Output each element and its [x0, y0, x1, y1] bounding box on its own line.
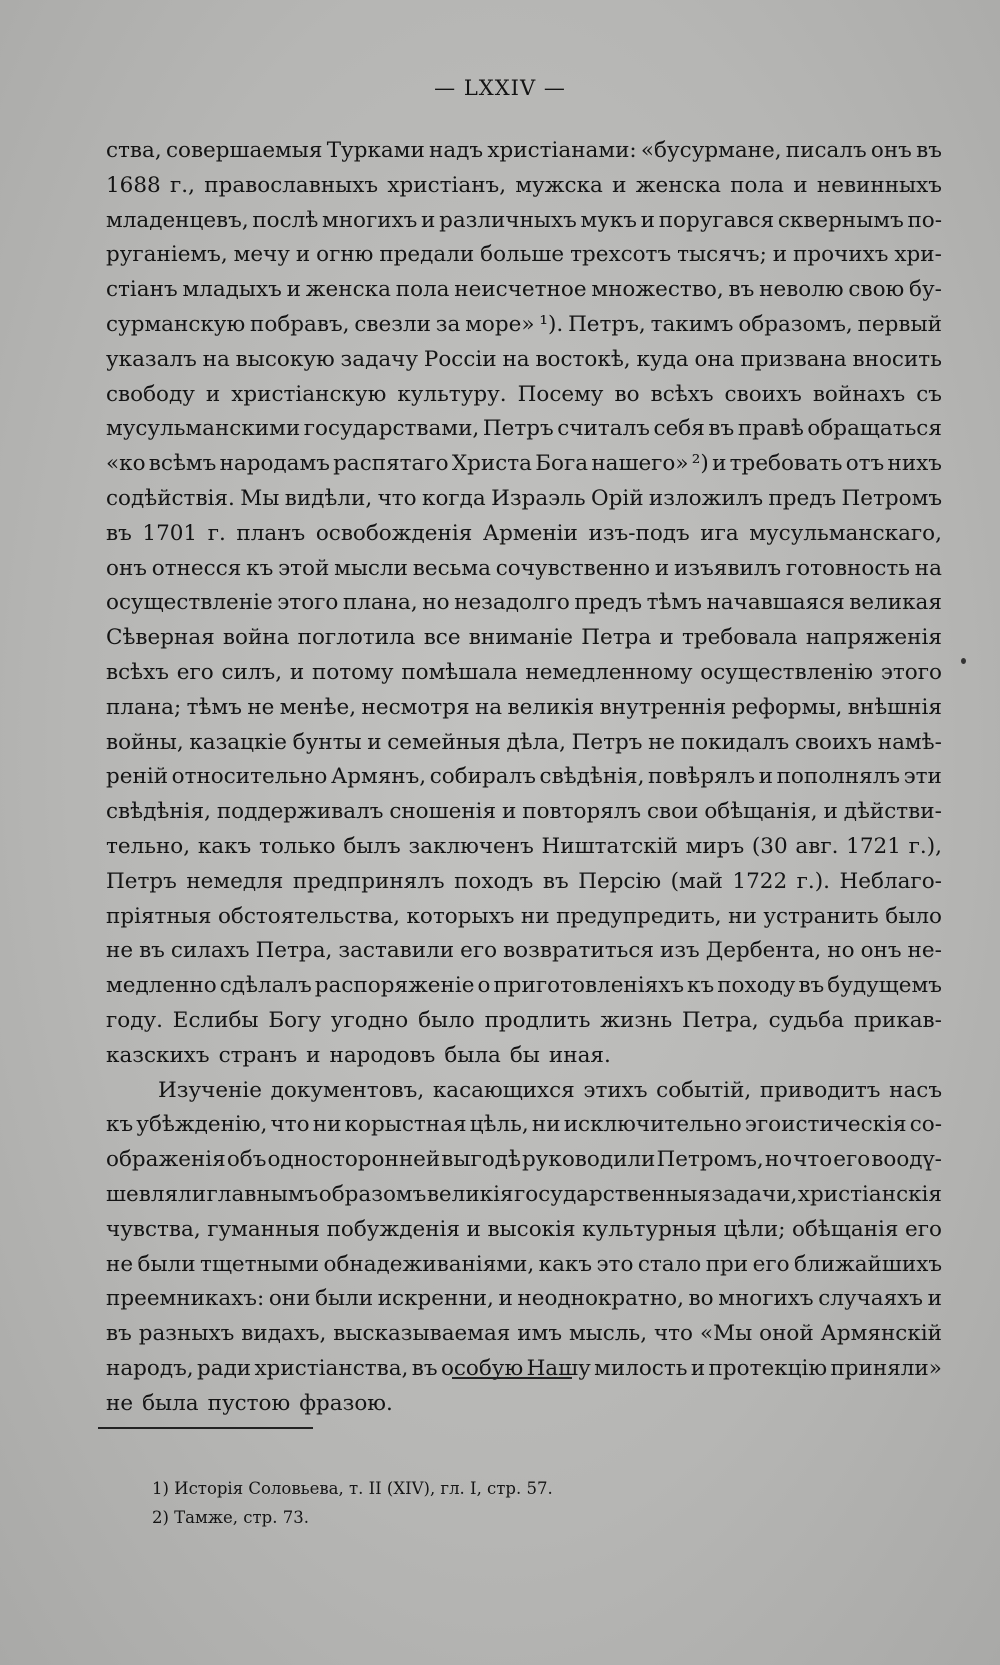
text-line: онъ отнесся къ этой мысли весьма сочувственно и изъявилъ готовность на	[106, 555, 942, 581]
text-line: чувства, гуманныя побужденія и высокія культурныя цѣли; обѣщанія его	[106, 1216, 942, 1242]
text-line: стіанъ младыхъ и женска пола неисчетное множество, въ неволю свою бу-	[106, 277, 942, 303]
text-line: въ разныхъ видахъ, высказываемая имъ мысль, что «Мы оной Армянскій	[106, 1321, 942, 1347]
text-line: не были тщетными обнадеживаніями, какъ это стало при его ближайшихъ	[106, 1251, 942, 1277]
text-line: шевляли главнымъ образомъ великія государственныя задачи, христіанскія	[106, 1181, 942, 1207]
text-line: не въ силахъ Петра, заставили его возвратиться изъ Дербента, но онъ не-	[106, 938, 942, 964]
text-line: Петръ немедля предпринялъ походъ въ Персію (май 1722 г.). Неблаго-	[106, 868, 942, 894]
text-line: сурманскую побравъ, свезли за море» ¹). Петръ, такимъ образомъ, первый	[106, 311, 942, 337]
page-number-header: — LXXIV —	[434, 76, 566, 100]
text-line: казскихъ странъ и народовъ была бы иная.	[106, 1042, 611, 1068]
text-line: свѣдѣнія, поддерживалъ сношенія и повторялъ свои обѣщанія, и дѣйстви-	[106, 799, 942, 825]
text-line: войны, казацкіе бунты и семейныя дѣла, Петръ не покидалъ своихъ намѣ-	[106, 729, 942, 755]
ink-blot	[961, 658, 966, 664]
text-line: тельно, какъ только былъ заключенъ Ништатскій миръ (30 авг. 1721 г.),	[106, 833, 942, 859]
text-line: осуществленіе этого плана, но незадолго предъ тѣмъ начавшаяся великая	[106, 590, 942, 616]
text-line: руганіемъ, мечу и огню предали больше трехсотъ тысячъ; и прочихъ хри-	[106, 242, 942, 268]
text-line: ображенія объ односторонней выгодѣ руководили Петромъ, но что его воодү-	[106, 1147, 942, 1173]
text-line: народъ, ради христіанства, въ особую Нашу милость и протекцію приняли»	[106, 1355, 942, 1381]
text-line: содѣйствія. Мы видѣли, что когда Израэль Орій изложилъ предъ Петромъ	[106, 485, 942, 511]
section-divider	[452, 1377, 572, 1379]
footnote: 2) Тамже, стр. 73.	[152, 1508, 309, 1527]
text-line: «ко всѣмъ народамъ распятаго Христа Бога нашего» ²) и требовать отъ нихъ	[106, 451, 942, 477]
text-line: мусульманскими государствами, Петръ считалъ себя въ правѣ обращаться	[106, 416, 942, 442]
text-line: всѣхъ его силъ, и потому помѣшала немедленному осуществленію этого	[106, 659, 942, 685]
text-line: въ 1701 г. планъ освобожденія Арменіи изъ-подъ ига мусульманскаго,	[106, 520, 942, 546]
text-line: указалъ на высокую задачу Россіи на востокѣ, куда она призвана вносить	[106, 346, 942, 372]
body-text	[106, 134, 942, 1421]
text-line: свободу и христіанскую культуру. Посему во всѣхъ своихъ войнахъ съ	[106, 381, 942, 407]
text-line: реній относительно Армянъ, собиралъ свѣдѣнія, повѣрялъ и пополнялъ эти	[106, 764, 942, 790]
text-line: Изученіе документовъ, касающихся этихъ событій, приводитъ насъ	[158, 1077, 942, 1103]
text-line: не была пустою фразою.	[106, 1390, 393, 1416]
text-line: ства, совершаемыя Турками надъ христіанами: «бусурмане, писалъ онъ въ	[106, 138, 942, 163]
text-line: пріятныя обстоятельства, которыхъ ни предупредить, ни устранить было	[106, 903, 942, 929]
text-line: плана; тѣмъ не менѣе, несмотря на великія внутреннія реформы, внѣшнія	[106, 694, 942, 720]
text-line: Сѣверная война поглотила все вниманіе Петра и требовала напряженія	[106, 625, 942, 651]
text-line: году. Еслибы Богу угодно было продлить жизнь Петра, судьба прикав-	[106, 1007, 942, 1033]
text-line: преемникахъ: они были искренни, и неоднократно, во многихъ случаяхъ и	[106, 1286, 942, 1312]
text-line: младенцевъ, послѣ многихъ и различныхъ мукъ и поругався сквернымъ по-	[106, 207, 942, 233]
text-line: 1688 г., православныхъ христіанъ, мужска и женска пола и невинныхъ	[106, 172, 942, 198]
text-line: къ убѣжденію, что ни корыстная цѣль, ни исключительно эгоистическія со-	[106, 1112, 942, 1138]
footnotes	[152, 1474, 553, 1532]
footnote: 1) Исторія Соловьева, т. II (XIV), гл. I, стр. 57.	[152, 1479, 553, 1498]
footnote-rule	[98, 1427, 313, 1429]
text-line: медленно сдѣлалъ распоряженіе о приготовленіяхъ къ походу въ будущемъ	[106, 973, 942, 999]
